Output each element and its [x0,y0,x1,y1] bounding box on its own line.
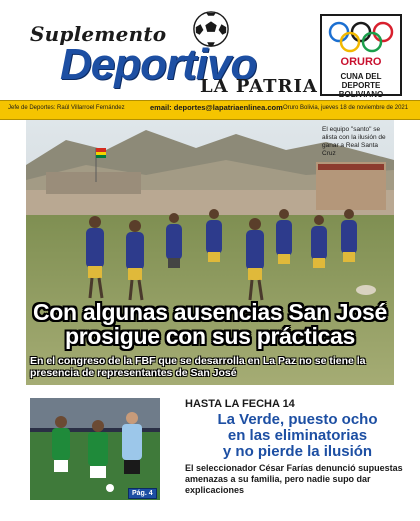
olympic-rings-icon [326,20,396,56]
second-story-title-line1: La Verde, puesto ocho [217,411,378,428]
soccer-match-photo [30,398,160,500]
masthead-title: Deportivo [60,40,257,89]
dateline: Oruro Bolivia, jueves 18 de noviembre de 2021 [283,105,409,111]
page-reference-badge[interactable]: Pág. 4 [128,488,157,499]
main-headline[interactable] [26,300,394,348]
logo-tagline [322,72,400,99]
logo-tagline-line1: CUNA DEL DEPORTE [340,72,382,90]
second-story-kicker: HASTA LA FECHA 14 [185,398,295,410]
main-headline-line1: Con algunas ausencias San José [32,299,388,325]
main-headline-line2: prosigue con sus prácticas [64,323,356,349]
second-story-title-line2: en las eliminatorias [227,427,368,444]
main-subhead: En el congreso de la FBF que se desarrolla en La Paz no se tiene la presencia de representantes de San José [30,355,366,379]
info-bar [0,100,420,120]
logo-tagline-line2: BOLIVIANO [338,90,384,99]
second-story-body: El seleccionador César Farías denunció supuestas amenazas a su familia, pero nadie supo dar explicaciones [185,463,403,495]
oruro-logo [320,14,402,99]
photo-caption: El equipo "santo" se alista con la ilusión de ganar a Real Santa Cruz [322,126,386,157]
contact-email[interactable]: email: deportes@lapatriaenlinea.com [150,103,283,112]
editor-credit: Jefe de Deportes: Raúl Villarroel Fernández [8,105,125,111]
bolivia-match-photo [30,398,160,500]
second-story-title[interactable] [185,412,410,460]
logo-city: ORURO [340,56,382,68]
second-story-title-line3: y no pierde la ilusión [222,443,373,460]
masthead-supplement: Suplemento [30,22,167,46]
masthead-paper-name: LA PATRIA [200,76,318,97]
